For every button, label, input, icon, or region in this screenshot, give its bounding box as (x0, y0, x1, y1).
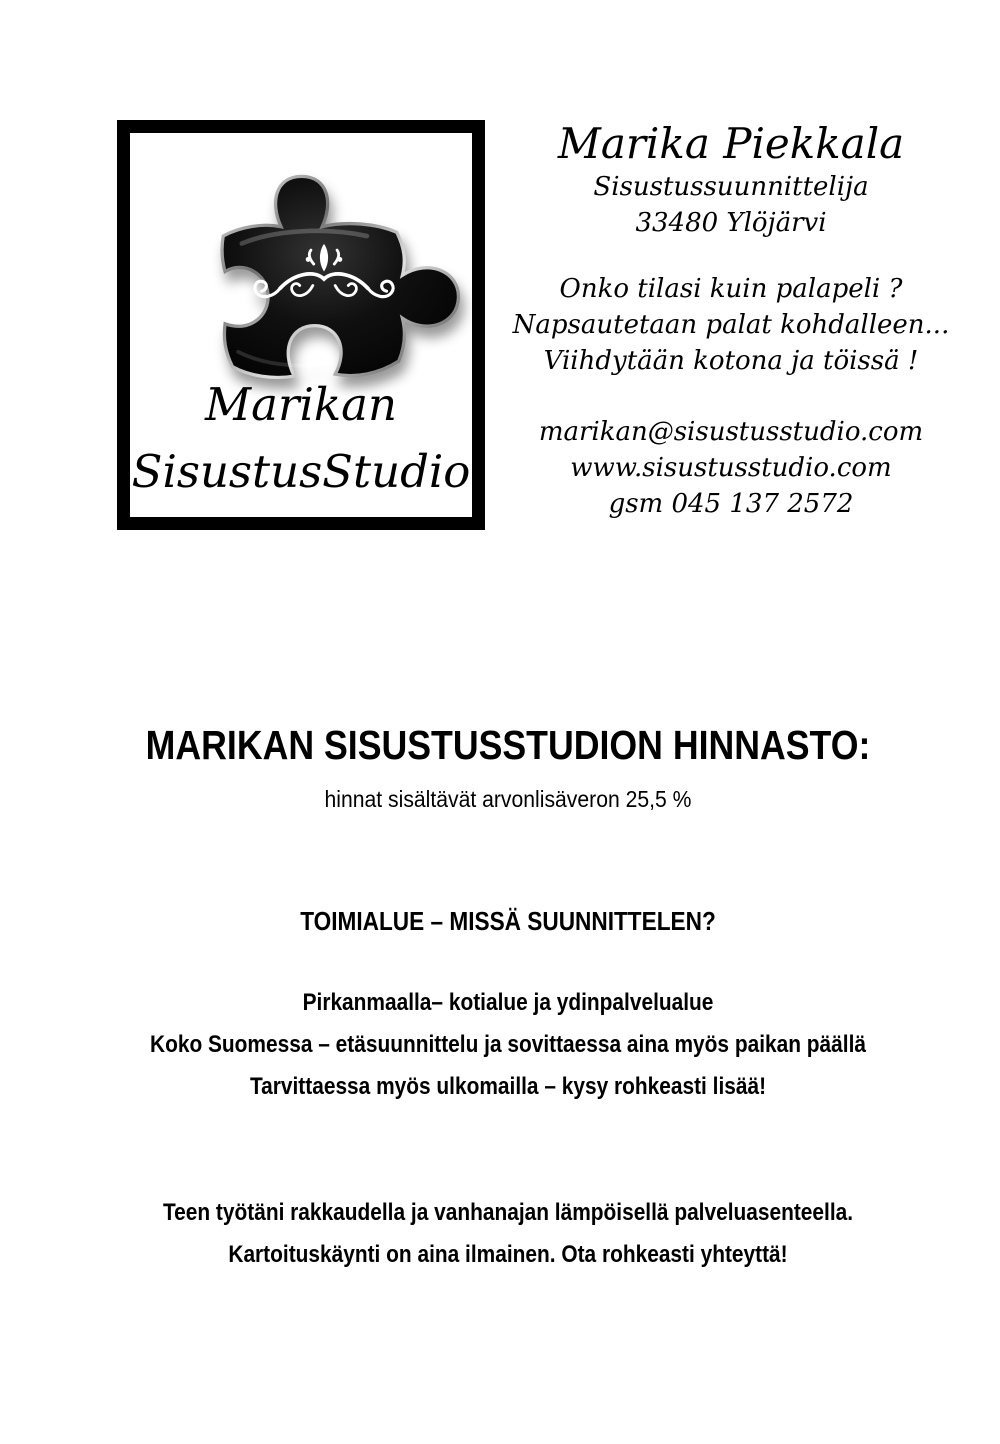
contact-postal-address: 33480 Ylöjärvi (635, 208, 827, 238)
contact-tagline-line-2: Napsautetaan palat kohdalleen... (512, 310, 950, 340)
logo-wordmark (130, 371, 472, 505)
spacer (511, 379, 951, 414)
contact-name: Marika Piekkala (557, 119, 905, 168)
service-area-heading: TOIMIALUE – MISSÄ SUUNNITTELEN? (300, 906, 716, 936)
service-area-line-1: Pirkanmaalla– kotialue ja ydinpalvelualue (302, 989, 714, 1016)
puzzle-piece-icon (180, 167, 468, 391)
contact-tagline-line-1: Onko tilasi kuin palapeli ? (559, 274, 903, 304)
closing-line-2: Kartoituskäynti on aina ilmainen. Ota rohkeasti yhteyttä! (228, 1241, 788, 1268)
contact-phone: gsm 045 137 2572 (608, 489, 854, 519)
closing-line-1: Teen työtäni rakkaudella ja vanhanajan lämpöisellä palveluasenteella. (162, 1199, 854, 1226)
service-area-lines (16, 982, 1000, 1108)
logo-name-line2: SisustusStudio (131, 445, 471, 498)
contact-job-title: Sisustussuunnittelija (593, 172, 869, 202)
spacer (511, 241, 951, 271)
pricelist-title: MARIKAN SISUSTUSSTUDION HINNASTO: (145, 722, 871, 768)
service-area-line-2: Koko Suomessa – etäsuunnittelu ja sovittaessa aina myös paikan päällä (149, 1031, 866, 1058)
contact-email: marikan@sisustusstudio.com (538, 417, 924, 447)
contact-tagline-line-3: Viihdytään kotona ja töissä ! (543, 346, 919, 376)
closing-lines (16, 1192, 1000, 1276)
contact-block (511, 119, 951, 522)
service-area-line-3: Tarvittaessa myös ulkomailla – kysy rohkeasti lisää! (249, 1073, 767, 1100)
logo-name-line1: Marikan (205, 378, 397, 431)
puzzle-body (222, 176, 458, 377)
vat-note: hinnat sisältävät arvonlisäveron 25,5 % (324, 786, 692, 812)
contact-website: www.sisustusstudio.com (570, 453, 892, 483)
studio-logo-box (117, 120, 485, 530)
